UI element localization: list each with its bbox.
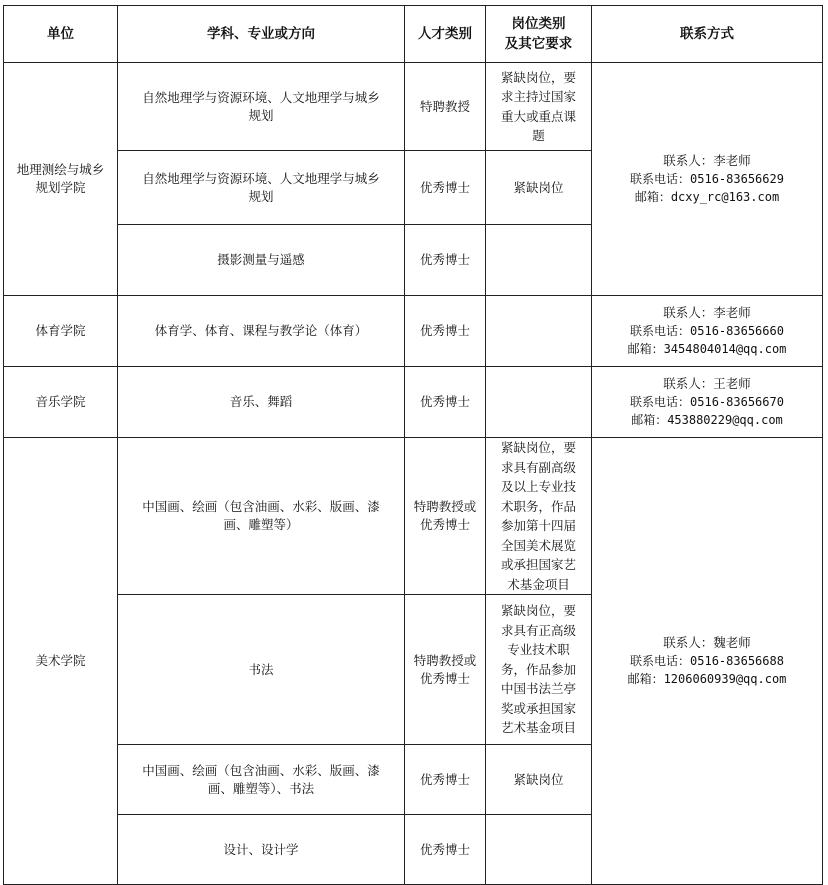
- talent-cell: 优秀博士: [405, 745, 486, 815]
- requirement-cell: [486, 367, 592, 438]
- header-talent-type: 人才类别: [405, 6, 486, 63]
- discipline-cell: 中国画、绘画（包含油画、水彩、版画、漆 画、雕塑等）、书法: [118, 745, 405, 815]
- header-row: [4, 6, 823, 63]
- requirement-cell: 紧缺岗位，要 求具有正高级 专业技术职 务，作品参加 中国书法兰亭 奖或承担国家 艺术基金项目: [486, 595, 592, 745]
- talent-cell: 优秀博士: [405, 225, 486, 296]
- discipline-cell: 体育学、体育、课程与教学论（体育）: [118, 296, 405, 367]
- discipline-cell: 书法: [118, 595, 405, 745]
- table-row: [4, 63, 823, 151]
- talent-cell: 特聘教授或 优秀博士: [405, 438, 486, 595]
- recruitment-table: [3, 5, 823, 885]
- requirement-cell: [486, 815, 592, 885]
- talent-cell: 优秀博士: [405, 296, 486, 367]
- header-discipline: 学科、专业或方向: [118, 6, 405, 63]
- header-contact: 联系方式: [592, 6, 823, 63]
- header-unit: 单位: [4, 6, 118, 63]
- discipline-cell: 音乐、舞蹈: [118, 367, 405, 438]
- unit-cell: 音乐学院: [4, 367, 118, 438]
- requirement-cell: 紧缺岗位，要 求具有副高级 及以上专业技 术职务，作品 参加第十四届 全国美术展览 或承担国家艺 术基金项目: [486, 438, 592, 595]
- talent-cell: 优秀博士: [405, 151, 486, 225]
- contact-cell: 联系人：李老师 联系电话：0516-83656660 邮箱：3454804014@qq.com: [592, 296, 823, 367]
- contact-cell: 联系人：李老师 联系电话：0516-83656629 邮箱：dcxy_rc@163.com: [592, 63, 823, 296]
- discipline-cell: 设计、设计学: [118, 815, 405, 885]
- contact-cell: 联系人：王老师 联系电话：0516-83656670 邮箱：453880229@qq.com: [592, 367, 823, 438]
- unit-cell: 地理测绘与城乡 规划学院: [4, 63, 118, 296]
- discipline-cell: 自然地理学与资源环境、人文地理学与城乡 规划: [118, 63, 405, 151]
- talent-cell: 特聘教授: [405, 63, 486, 151]
- table-row: [4, 438, 823, 595]
- table-row: [4, 367, 823, 438]
- talent-cell: 优秀博士: [405, 367, 486, 438]
- requirement-cell: 紧缺岗位，要 求主持过国家 重大或重点课 题: [486, 63, 592, 151]
- unit-cell: 体育学院: [4, 296, 118, 367]
- discipline-cell: 自然地理学与资源环境、人文地理学与城乡 规划: [118, 151, 405, 225]
- discipline-cell: 中国画、绘画（包含油画、水彩、版画、漆 画、雕塑等）: [118, 438, 405, 595]
- requirement-cell: [486, 296, 592, 367]
- discipline-cell: 摄影测量与遥感: [118, 225, 405, 296]
- table-row: [4, 296, 823, 367]
- contact-cell: 联系人：魏老师 联系电话：0516-83656688 邮箱：1206060939@qq.com: [592, 438, 823, 885]
- unit-cell: 美术学院: [4, 438, 118, 885]
- talent-cell: 特聘教授或 优秀博士: [405, 595, 486, 745]
- header-post-requirements: 岗位类别 及其它要求: [486, 6, 592, 63]
- requirement-cell: 紧缺岗位: [486, 151, 592, 225]
- talent-cell: 优秀博士: [405, 815, 486, 885]
- requirement-cell: [486, 225, 592, 296]
- requirement-cell: 紧缺岗位: [486, 745, 592, 815]
